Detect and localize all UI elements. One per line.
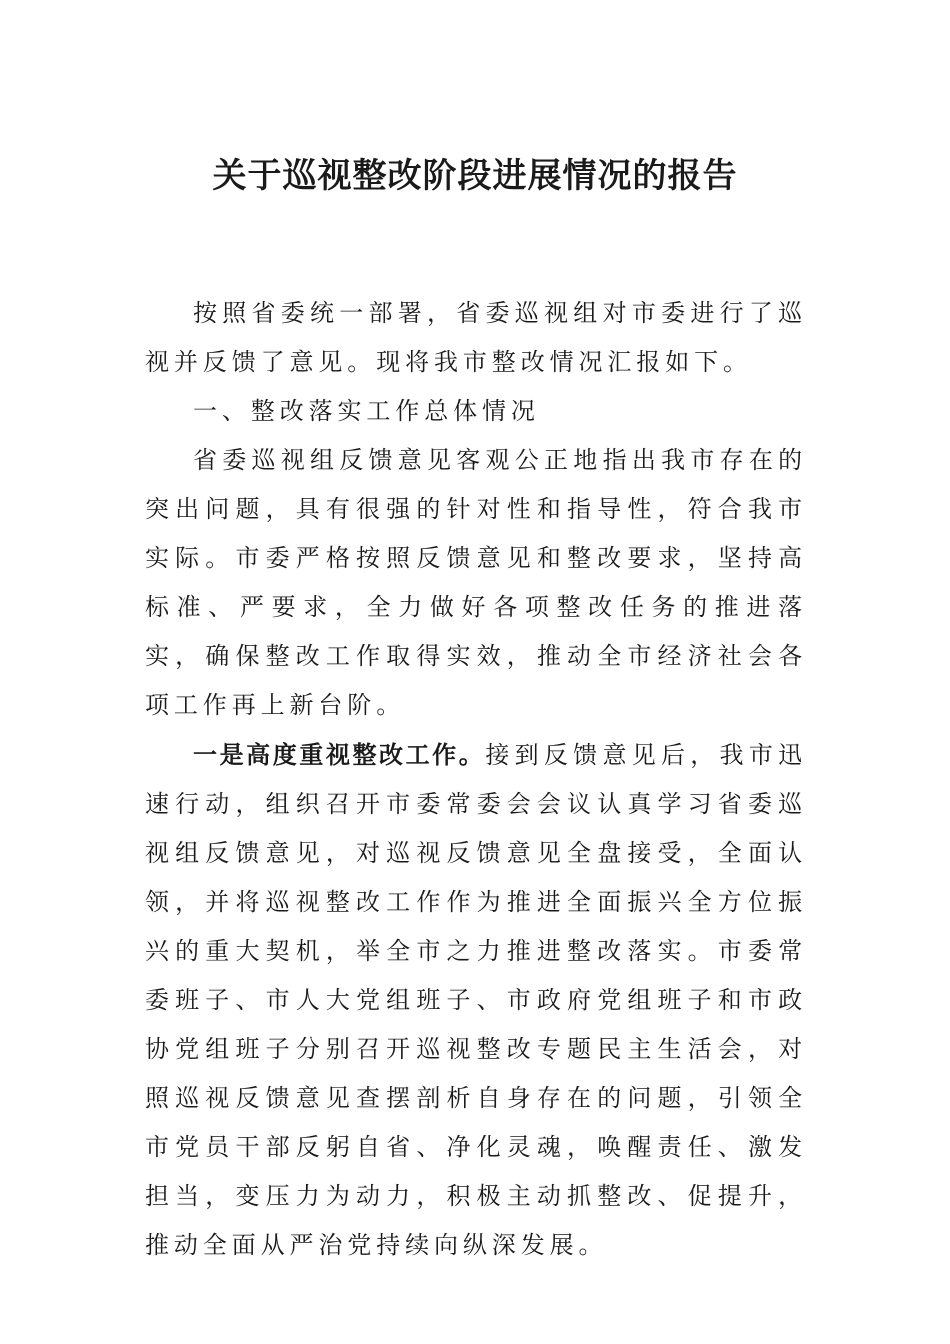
section-heading-text: 一、整改落实工作总体情况 <box>193 397 540 425</box>
overview-text: 省委巡视组反馈意见客观公正地指出我市存在的突出问题，具有很强的针对性和指导性，符合我市实际。市委严格按照反馈意见和整改要求，坚持高标准、严要求，全力做好各项整改任务的推进落实，确保整改工作取得实效，推动全市经济社会各项工作再上新台阶。 <box>145 446 807 719</box>
section-heading <box>145 387 807 436</box>
point-one-paragraph <box>145 730 807 1270</box>
point-one-lead: 一是高度重视整改工作。 <box>193 740 486 769</box>
point-one-text: 接到反馈意见后，我市迅速行动，组织召开市委常委会会议认真学习省委巡视组反馈意见，对巡视反馈意见全盘接受，全面认领，并将巡视整改工作作为推进全面振兴全方位振兴的重大契机，举全市之力推进整改落实。市委常委班子、市人大党组班子、市政府党组班子和市政协党组班子分别召开巡视整改专题民主生活会，对照巡视反馈意见查摆剖析自身存在的问题，引领全市党员干部反躬自省、净化灵魂，唤醒责任、激发担当，变压力为动力，积极主动抓整改、促提升，推动全面从严治党持续向纵深发展。 <box>145 741 808 1259</box>
document-title: 关于巡视整改阶段进展情况的报告 <box>212 156 738 196</box>
intro-paragraph <box>145 289 807 387</box>
intro-text: 按照省委统一部署，省委巡视组对市委进行了巡视并反馈了意见。现将我市整改情况汇报如下。 <box>145 299 807 376</box>
document-body <box>145 289 807 1270</box>
overview-paragraph <box>145 436 807 730</box>
